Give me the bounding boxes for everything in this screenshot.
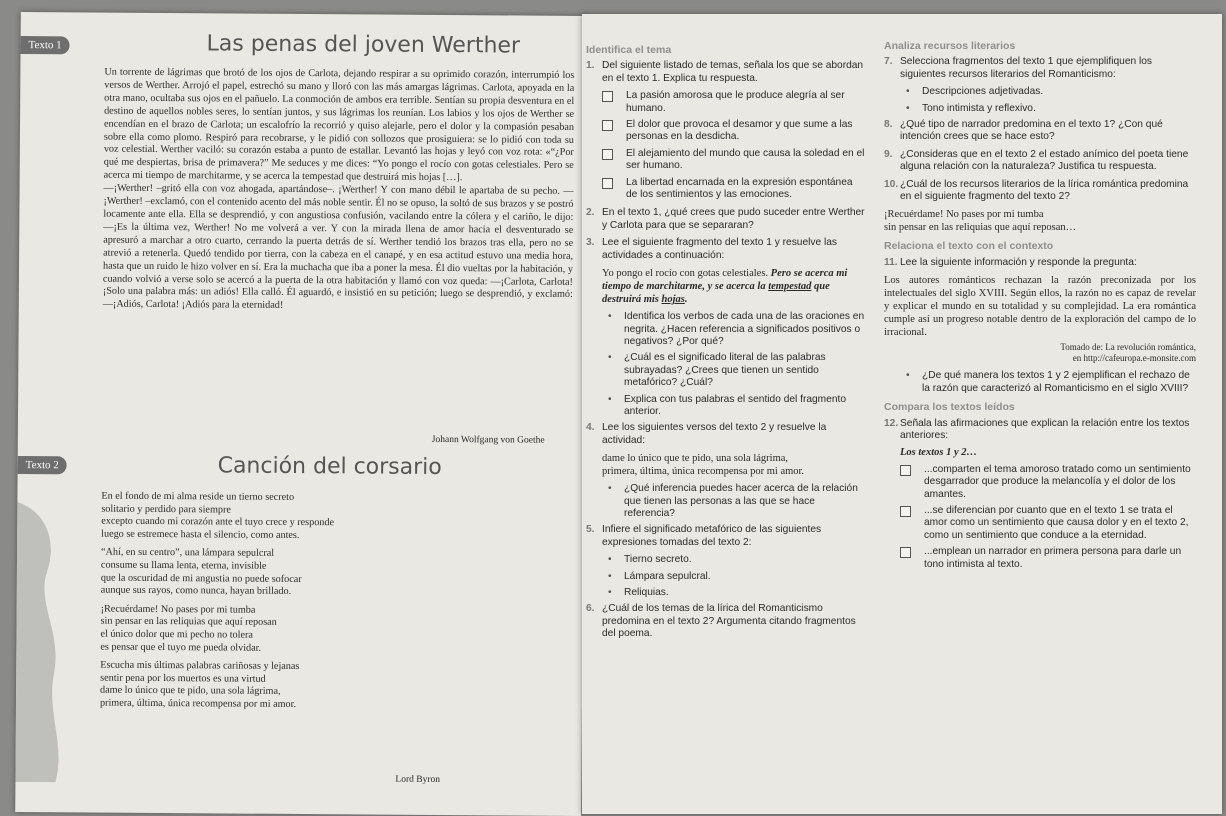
verse-line: ¡Recuérdame! No pases por mi tumba xyxy=(884,209,1044,221)
quote-bold: . xyxy=(684,294,688,306)
question-number: 3. xyxy=(586,237,595,249)
poem-verse: que la oscuridad de mi angustia no puede sofocar xyxy=(100,572,302,585)
checkbox-option[interactable] xyxy=(602,90,866,115)
question-3 xyxy=(586,237,866,262)
bullet-item: • Reliquias. xyxy=(602,587,866,599)
poem-stanza xyxy=(100,660,560,714)
question-number: 2. xyxy=(586,207,595,219)
question-number: 5. xyxy=(586,524,595,536)
option-label: ...se diferencian por cuanto que en el texto 1 se trata el amor como un sentimiento que causa dolor y en el texto 2, como un sentimiento que conduce a la eternidad. xyxy=(924,504,1189,541)
checkbox-option[interactable] xyxy=(900,464,1196,501)
question-number: 12. xyxy=(884,417,899,429)
section-heading: Relaciona el texto con el contexto xyxy=(884,240,1054,253)
bullet-item: • Descripciones adjetivadas. xyxy=(900,86,1196,98)
question-text: Del siguiente listado de temas, señala los que se abordan en el texto 1. Explica tu respuesta. xyxy=(602,60,864,84)
option-label: El alejamiento del mundo que causa la soledad en el ser humano. xyxy=(626,147,865,172)
poem-verse: sin pensar en las reliquias que aquí reposan xyxy=(100,615,277,629)
poem-verse: excepto cuando mi corazón ante el tuyo crece y responde xyxy=(101,515,335,529)
context-passage: Los autores románticos rechazan la razón preconizada por los intelectuales del siglo XVIII. Según ellos, la razón no es capaz de revelar y explicar el mundo en su totalidad y su complejidad. La era romántica cumple así un progreso notable dentro de la exploración del campo de lo irracional. xyxy=(884,275,1196,339)
poem-stanza xyxy=(101,491,561,545)
subheading: Los textos 1 y 2… xyxy=(900,447,977,459)
quote-bold: que destruirá mis xyxy=(602,281,830,306)
text2-poem xyxy=(100,491,562,720)
text1-paragraph: —¡Werther! –gritó ella con voz ahogada, apartándose–. ¡Werther! Y con mano débil le apartaba de su pecho. —¡Werther! –exclamó, con el contenido acento del más noble sentir. Él no se opuso, la soltó de sus brazos y se postró locamente ante ella. Ella se desprendió, y con angustiosa confusión, vacilando entre la cólera y el cariño, le dijo: —¡Es la última vez, Werther! No me volverá a ver. Y con la mirada llena de amor hacia el desventurado se apresuró a marchar a otro cuarto, cerrando la puerta detrás de sí. Werther tendió los brazos tras ella, pero no se atrevió a retenerla. Quedó tendido por tierra, con la cabeza en el canapé, y en esa actitud estuvo una media hora, hasta que un ruido le hizo volver en sí. Era la muchacha que iba a poner la mesa. Él dio vueltas por la habitación, y cuando volvió a verse solo se acercó a la puerta de la otra habitación y llamó con voz queda: —¡Carlota, Carlota! ¡Solo una palabra más: un adiós! Ella calló. Él aguardó, e insistió en su petición; luego se desprendió, y exclamó: —¡Adiós, Carlota! ¡Adiós para la eternidad! xyxy=(102,182,574,312)
question-number: 1. xyxy=(586,60,595,72)
quote-fragment xyxy=(602,267,866,306)
section-heading: Identifica el tema xyxy=(586,44,672,56)
option-label: ...comparten el tema amoroso tratado como un sentimiento desgarrador que produce la melancolía y el dolor de los amantes. xyxy=(924,463,1191,500)
text1-title: Las penas del joven Werther xyxy=(206,31,521,59)
question-number: 4. xyxy=(586,422,595,434)
checkbox[interactable] xyxy=(602,91,613,102)
question-text: Lee el siguiente fragmento del texto 1 y resuelve las actividades a continuación: xyxy=(602,237,838,261)
source-link: en http://cafeuropa.e-monsite.com xyxy=(1072,353,1196,364)
poem-verse: ¡Recuérdame! No pases por mi tumba xyxy=(100,603,256,616)
verse-line: sin pensar en las reliquias que aquí reposan… xyxy=(884,222,1077,234)
poem-verse: En el fondo de mi alma reside un tierno secreto xyxy=(101,490,295,503)
quote-bold: Pero se acerca mi tiempo de marchitarme, y se acerca la xyxy=(602,268,848,293)
question-text: ¿Qué tipo de narrador predomina en el texto 1? ¿Con qué intención crees que se hace esto? xyxy=(900,119,1163,143)
question-text: Infiere el significado metafórico de las siguientes expresiones tomadas del texto 2: xyxy=(602,524,822,548)
poem-verse: el único dolor que mi pecho no tolera xyxy=(100,628,253,641)
poem-verse: Escucha mis últimas palabras cariñosas y lejanas xyxy=(100,659,300,673)
poem-verse: aunque sus rayos, como nunca, hayan brillado. xyxy=(100,584,292,598)
source-line: Tomado de: La revolución romántica, xyxy=(1060,342,1196,353)
question-6 xyxy=(586,603,866,640)
question-8 xyxy=(884,119,1196,144)
verse-line: primera, última, única recompensa por mi amor. xyxy=(602,466,805,478)
checkbox-option[interactable] xyxy=(602,119,866,144)
question-4 xyxy=(586,422,866,447)
bullet-item: • Tierno secreto. xyxy=(602,554,866,566)
question-number: 10. xyxy=(884,178,899,190)
text2-tag: Texto 2 xyxy=(18,456,67,474)
text1-author: Johann Wolfgang von Goethe xyxy=(431,434,545,446)
text2-title: Canción del corsario xyxy=(217,453,442,480)
question-text: Lee los siguientes versos del texto 2 y resuelve la actividad: xyxy=(602,422,827,446)
left-page xyxy=(15,12,587,816)
question-10 xyxy=(884,179,1196,204)
source-citation xyxy=(884,342,1196,364)
checkbox-option[interactable] xyxy=(900,546,1196,571)
decorative-figure-icon xyxy=(15,482,77,782)
question-text: ¿Consideras que en el texto 2 el estado anímico del poeta tiene alguna relación con la naturaleza? Justifica tu respuesta. xyxy=(900,148,1189,173)
checkbox-option[interactable] xyxy=(602,177,866,202)
text2-author: Lord Byron xyxy=(395,774,441,785)
question-11 xyxy=(884,257,1196,269)
verse-line: dame lo único que te pido, una sola lágrima, xyxy=(602,453,789,465)
question-number: 6. xyxy=(586,603,595,615)
bullet-item: • ¿Qué inferencia puedes hacer acerca de la relación que tienen las personas a las que se hace referencia? xyxy=(602,483,866,520)
checkbox-option[interactable] xyxy=(602,148,866,173)
question-number: 8. xyxy=(884,119,893,131)
option-label: La pasión amorosa que le produce alegría al ser humano. xyxy=(626,90,845,114)
poem-verse: luego se estremece hasta el silencio, como antes. xyxy=(101,528,300,541)
question-5 xyxy=(586,524,866,549)
questions-column-1 xyxy=(586,44,866,646)
poem-verse: solitario y perdido para siempre xyxy=(101,503,231,516)
question-number: 7. xyxy=(884,56,893,68)
bullet-item: • Explica con tus palabras el sentido del fragmento anterior. xyxy=(602,394,866,419)
questions-column-2 xyxy=(884,40,1196,575)
text1-tag: Texto 1 xyxy=(21,36,70,54)
verse-quote xyxy=(884,208,1196,234)
question-2 xyxy=(586,207,866,232)
right-page xyxy=(582,14,1222,814)
question-text: Lee la siguiente información y responde la pregunta: xyxy=(900,256,1137,268)
poem-verse: sentir pena por los muertos es una virtud xyxy=(100,672,266,685)
poem-verse: dame lo único que te pido, una sola lágrima, xyxy=(100,684,281,698)
checkbox-option[interactable] xyxy=(900,505,1196,542)
text1-paragraph: Un torrente de lágrimas que brotó de los ojos de Carlota, dejando respirar a su oprimido corazón, interrumpió los versos de Werther. Arrojó el papel, estrechó su mano y lloró con las más amargas lágrimas. Carlota, apoyada en la otra mano, ocultaba sus ojos en el pañuelo. La conmoción de ambos era terrible. Sentían su propia desventura en el destino de aquellos nobles seres, lo sentían juntos, y sus lágrimas los reunían. Los labios y los ojos de Werther se encendían en el brazo de Carlota; un escalofrío la recorrió y quiso alejarle, pero el dolor y la compasión pesaban sobre ella como plomo. Respiró para recobrarse, y le pidió con sollozos que prosiguiera: se lo pidió con toda su voz celestial. Werther vaciló: su corazón estaba a punto de estallar. Levantó las hojas y leyó con voz rota: «“¿Por qué me despiertas, brisa de primavera?” Me seduces y me dices: “Yo pongo el rocío con gotas celestiales. Pero se acerca mi tiempo de marchitarme, y se acerca la tempestad que destruirá mis hojas […]. xyxy=(103,66,575,184)
question-1 xyxy=(586,60,866,85)
question-text: Señala las afirmaciones que explican la relación entre los textos anteriores: xyxy=(900,417,1190,441)
poem-verse: es pensar que el tuyo me pueda olvidar. xyxy=(100,641,262,654)
quote-underlined: hojas xyxy=(661,294,685,306)
question-9 xyxy=(884,149,1196,174)
bullet-item: • Lámpara sepulcral. xyxy=(602,571,866,583)
poem-verse: primera, última, única recompensa por mi amor. xyxy=(99,697,297,710)
bullet-item: • Identifica los verbos de cada una de las oraciones en negrita. ¿Hacen referencia a significados positivos o negativos? ¿Por qué? xyxy=(602,311,866,348)
question-text: Selecciona fragmentos del texto 1 que ejemplifiquen los siguientes recursos literarios del Romanticismo: xyxy=(900,56,1153,80)
question-7 xyxy=(884,56,1196,81)
question-text: ¿Cuál de los recursos literarios de la lírica romántica predomina en el siguiente fragmento del texto 2? xyxy=(900,178,1189,203)
question-12 xyxy=(884,418,1196,443)
quote-underlined: tempestad xyxy=(768,281,812,293)
question-number: 11. xyxy=(884,256,898,268)
bullet-item: • Tono intimista y reflexivo. xyxy=(900,103,1196,115)
question-text: ¿Cuál de los temas de la lírica del Romanticismo predomina en el texto 2? Argumenta citando fragmentos del poema. xyxy=(602,603,856,640)
checkbox[interactable] xyxy=(602,120,613,131)
checkbox[interactable] xyxy=(900,506,911,517)
bullet-item: • ¿Cuál es el significado literal de las palabras subrayadas? ¿Crees que tienen un sentido metafórico? ¿Cuál? xyxy=(602,352,866,389)
option-label: La libertad encarnada en la expresión espontánea de los sentimientos y las emociones. xyxy=(626,176,853,201)
poem-verse: “Ahí, en su centro”, una lámpara sepulcral xyxy=(100,546,275,560)
option-label: El dolor que provoca el desamor y que sume a las personas en la desdicha. xyxy=(626,119,853,143)
checkbox[interactable] xyxy=(602,149,613,160)
bullet-item: • ¿De qué manera los textos 1 y 2 ejemplifican el rechazo de la razón que caracterizó al Romanticismo en el siglo XVIII? xyxy=(900,370,1196,395)
poem-stanza xyxy=(101,547,561,601)
verse-quote xyxy=(602,452,866,478)
quote-plain: Yo pongo el rocío con gotas celestiales. xyxy=(602,268,771,280)
question-number: 9. xyxy=(884,148,893,160)
option-label: ...emplean un narrador en primera persona para darle un tono intimista al texto. xyxy=(924,546,1182,570)
checkbox[interactable] xyxy=(900,465,911,476)
poem-verse: consume su llama lenta, eterna, invisible xyxy=(100,559,267,572)
section-heading: Analiza recursos literarios xyxy=(884,40,1016,52)
section-heading: Compara los textos leídos xyxy=(884,401,1015,414)
checkbox[interactable] xyxy=(900,547,911,558)
question-text: En el texto 1, ¿qué crees que pudo suceder entre Werther y Carlota para que se separaran? xyxy=(602,207,865,231)
poem-stanza xyxy=(100,603,560,657)
text1-body xyxy=(103,67,575,315)
checkbox[interactable] xyxy=(602,178,613,189)
